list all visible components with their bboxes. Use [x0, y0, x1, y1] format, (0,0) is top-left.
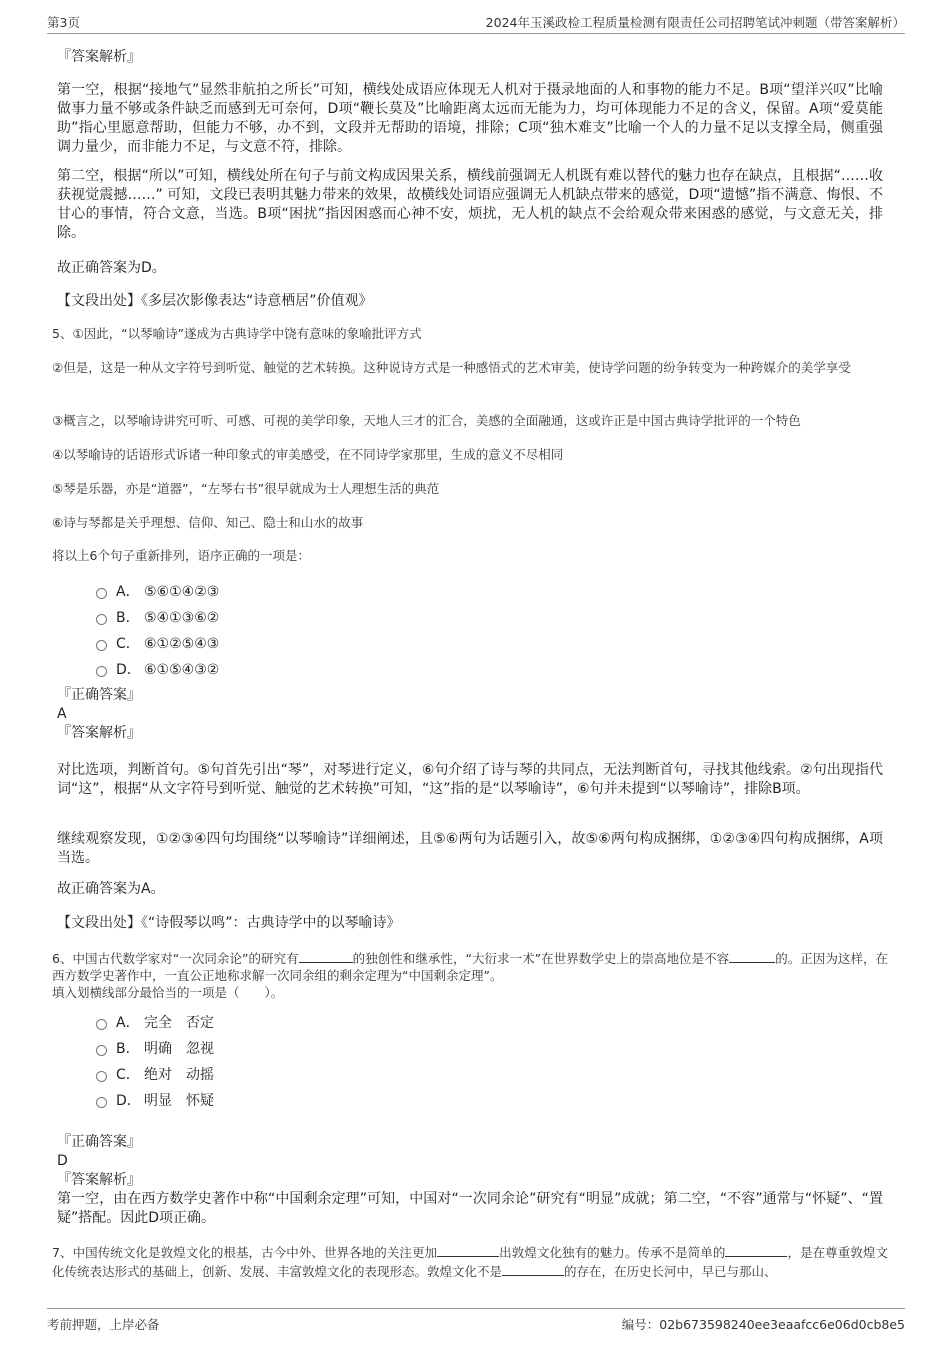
radio-icon[interactable]: [96, 1097, 107, 1108]
q5-answer: A: [57, 706, 67, 722]
radio-icon[interactable]: [96, 640, 107, 651]
q5-sentence-4: ④以琴喻诗的话语形式诉诸一种印象式的审美感受，在不同诗学家那里，生成的意义不尽相同: [52, 447, 564, 462]
q4-analysis-para1: 第一空，根据“接地气”显然非航拍之所长”可知，横线处成语应体现无人机对于摄录地面的人和事物的能力不足。B项“望洋兴叹”比喻做事力量不够或条件缺乏而感到无可奈何，D项“鞭长莫及”比喻距离太远而无能为力，均可体现能力不足的含义，保留。A项“爱莫能助”指心里愿意帮助，但能力不够，办不到，文段并无帮助的语境，排除；C项“独木难支”比喻一个人的力量不足以支撑全局，侧重强调力量少，而非能力不足，与文意不符，排除。: [57, 82, 883, 155]
answer-blank: [729, 962, 775, 963]
q5-sentence-6-block: [52, 514, 888, 531]
q5-analysis-para1: 对比选项，判断首句。⑤句首先引出“琴”，对琴进行定义，⑥句介绍了诗与琴的共同点，无法判断首句，寻找其他线索。②句出现指代词“这”，根据“从文字符号到听觉、触觉的艺术转换”可知，“这”指的是“以琴喻诗”，⑥句并未提到“以琴喻诗”，排除B项。: [57, 762, 883, 797]
q4-analysis-para1-block: [57, 81, 883, 157]
radio-icon[interactable]: [96, 588, 107, 599]
answer-blank: [437, 1256, 499, 1257]
q6-option-c[interactable]: C． 绝对 动摇: [96, 1065, 214, 1091]
q4-analysis-label-block: [57, 48, 883, 67]
q5-answer-block: [57, 686, 883, 743]
answer-blank: [725, 1256, 787, 1257]
q5-analysis-para2: 继续观察发现，①②③④四句均围绕“以琴喻诗”详细阐述，且⑤⑥两句为话题引入，故⑤⑥两句构成捆绑，①②③④四句构成捆绑，A项当选。: [57, 831, 883, 866]
q5-source-block: [57, 914, 883, 933]
q5-analysis-para2-block: [57, 830, 883, 868]
q5-stem: 5、①因此，“以琴喻诗”遂成为古典诗学中饶有意味的象喻批评方式: [52, 326, 422, 341]
answer-blank: [502, 1275, 564, 1276]
radio-icon[interactable]: [96, 1019, 107, 1030]
q6-analysis-label: 『答案解析』: [57, 1172, 141, 1188]
q5-conclusion: 故正确答案为A。: [57, 881, 165, 897]
q6-stem-block: [52, 950, 888, 1001]
q5-sentence-3: ③概言之，以琴喻诗讲究可听、可感、可视的美学印象，天地人三才的汇合，美感的全面融通，这或许正是中国古典诗学批评的一个特色: [52, 413, 801, 428]
q5-analysis-para1-block: [57, 761, 883, 799]
footer-code: 编号：02b673598240ee3eaafcc6e06d0cb8e5: [621, 1317, 905, 1332]
q4-conclusion-block: [57, 259, 883, 278]
q6-analysis: 第一空，由在西方数学史著作中称“中国剩余定理”可知，中国对“一次同余论”研究有“明显”成就；第二空，“不容”通常与“怀疑”、“置疑”搭配。因此D项正确。: [57, 1191, 883, 1226]
q5-option-a[interactable]: A． ⑤⑥①④②③: [96, 582, 219, 608]
q7-stem: 7、中国传统文化是敦煌文化的根基，古今中外、世界各地的关注更加 出敦煌文化独有的魅力。传承不是简单的 ，是在尊重敦煌文化传统表达形式的基础上，创新、发展、丰富敦煌文化的表现形态。敦煌文化不是 的存在，在历史长河中，早已与那山、: [52, 1245, 888, 1279]
q6-option-b[interactable]: B． 明确 忽视: [96, 1039, 214, 1065]
q5-sentence-4-block: [52, 446, 888, 463]
page-header: [47, 13, 905, 34]
radio-icon[interactable]: [96, 614, 107, 625]
q5-option-d[interactable]: D． ⑥①⑤④③②: [96, 660, 219, 686]
q4-conclusion: 故正确答案为D。: [57, 260, 166, 276]
q5-option-c[interactable]: C． ⑥①②⑤④③: [96, 634, 219, 660]
page-footer: [47, 1308, 905, 1332]
q5-question: 将以上6个句子重新排列，语序正确的一项是：: [52, 548, 310, 563]
q5-option-b[interactable]: B． ⑤④①③⑥②: [96, 608, 219, 634]
q5-question-block: [52, 547, 888, 564]
q5-conclusion-block: [57, 880, 883, 899]
radio-icon[interactable]: [96, 1045, 107, 1056]
q7-stem-block: [52, 1243, 888, 1281]
q5-answer-label: 『正确答案』: [57, 687, 141, 703]
q5-stem-block: [52, 325, 888, 342]
document-title: 2024年玉溪政检工程质量检测有限责任公司招聘笔试冲刺题（带答案解析）: [485, 15, 905, 30]
q5-sentence-3-block: [52, 412, 888, 429]
q4-analysis-para2: 第二空，根据“所以”可知，横线处所在句子与前文构成因果关系，横线前强调无人机既有难以替代的魅力也存在缺点，且根据“……收获视觉震撼……” 可知，文段已表明其魅力带来的效果，故横线处词语应强调无人机缺点带来的感觉，D项“遗憾”指不满意、悔恨、不甘心的事情，符合文意，当选。B项“困扰”指因困惑而心神不安，烦扰，无人机的缺点不会给观众带来困惑的感觉，与文意无关，排除。: [57, 168, 883, 241]
footer-slogan: 考前押题，上岸必备: [47, 1317, 160, 1332]
q6-option-d[interactable]: D． 明显 怀疑: [96, 1091, 214, 1117]
q5-sentence-6: ⑥诗与琴都是关乎理想、信仰、知己、隐士和山水的故事: [52, 515, 364, 530]
q6-answer-label: 『正确答案』: [57, 1134, 141, 1150]
page-number: 第3页: [47, 15, 80, 30]
q4-analysis-label: 『答案解析』: [57, 49, 141, 65]
q5-sentence-2: ②但是，这是一种从文字符号到听觉、触觉的艺术转换。这种说诗方式是一种感悟式的艺术审美，使诗学问题的纷争转变为一种跨媒介的美学享受: [52, 360, 851, 375]
document-code: 02b673598240ee3eaafcc6e06d0cb8e5: [659, 1317, 905, 1332]
q4-source: 【文段出处】《多层次影像表达“诗意栖居”价值观》: [57, 293, 373, 309]
q6-stem: 6、中国古代数学家对“一次同余论”的研究有 的独创性和继承性，“大衍求一术”在世界数学史上的崇高地位是不容 的。正因为这样，在西方数学史著作中，一直公正地称求解一次同余组的剩余定理为“中国剩余定理”。: [52, 951, 889, 983]
q5-sentence-2-block: [52, 359, 888, 376]
q5-sentence-5-block: [52, 480, 888, 497]
q4-analysis-para2-block: [57, 167, 883, 243]
q6-option-a[interactable]: A． 完全 否定: [96, 1013, 214, 1039]
q5-source: 【文段出处】《“诗假琴以鸣”：古典诗学中的以琴喻诗》: [57, 915, 401, 931]
radio-icon[interactable]: [96, 666, 107, 677]
q5-options: [96, 582, 219, 686]
q6-answer: D: [57, 1153, 68, 1169]
q6-options: [96, 1013, 214, 1117]
q5-sentence-5: ⑤琴是乐器，亦是“道器”，“左琴右书”很早就成为士人理想生活的典范: [52, 481, 440, 496]
q5-analysis-label: 『答案解析』: [57, 725, 141, 741]
q4-source-block: [57, 292, 883, 311]
answer-blank: [299, 962, 353, 963]
q6-question: 填入划横线部分最恰当的一项是（ ）。: [52, 985, 284, 1000]
q6-answer-block: [57, 1133, 883, 1228]
radio-icon[interactable]: [96, 1071, 107, 1082]
